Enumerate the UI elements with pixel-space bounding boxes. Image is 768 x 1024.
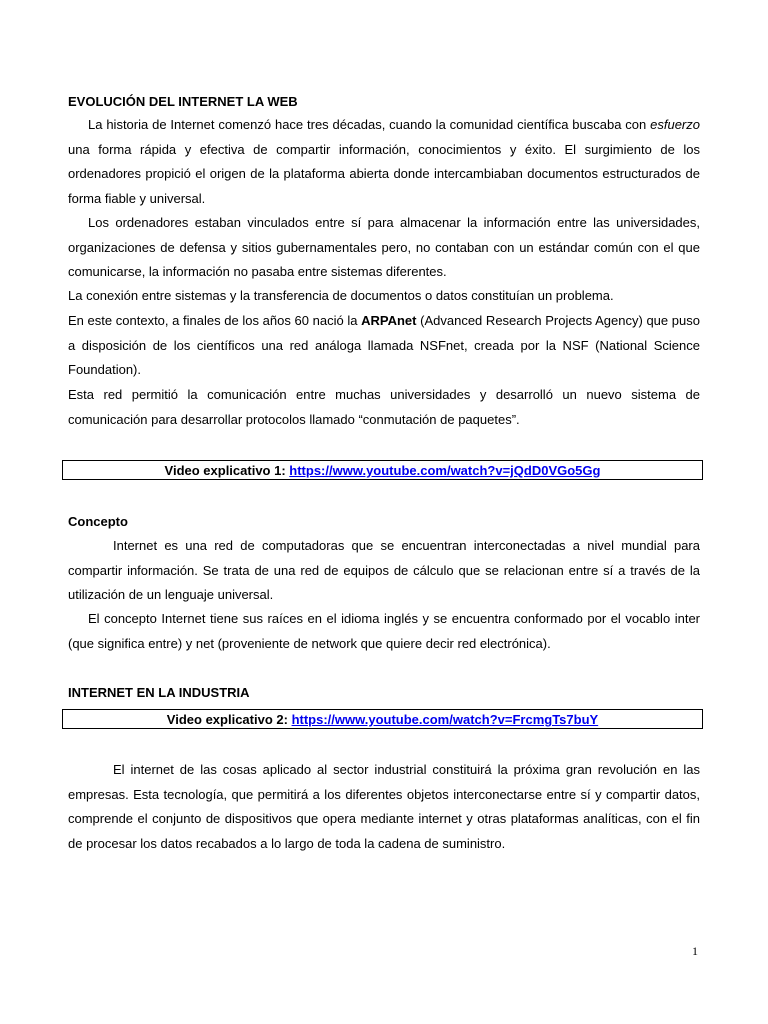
paragraph-conexion: La conexión entre sistemas y la transferencia de documentos o datos constituían un problema. [68, 288, 614, 303]
page-number: 1 [692, 944, 698, 958]
video-label: Video explicativo 2: [166, 712, 292, 727]
paragraph-concepto-raices: El concepto Internet tiene sus raíces en el idioma inglés y se encuentra conformado por el vocablo inter (que significa entre) y net (proveniente de network que quiere decir red electrónica). [68, 611, 700, 651]
paragraph-historia [68, 113, 700, 211]
video-label: Video explicativo 1: [164, 463, 290, 478]
bold-arpanet: ARPAnet [361, 313, 417, 328]
paragraph-internet-cosas: El internet de las cosas aplicado al sector industrial constituirá la próxima gran revolución en las empresas. Esta tecnología, que permitirá a los diferentes objetos interconectarse entre sí y compartir datos, comprende el conjunto de dispositivos que opera mediante internet y otras plataformas analíticas, con el fin de procesar los datos recabados a lo largo de toda la cadena de suministro. [68, 762, 700, 851]
video-link-2[interactable]: https://www.youtube.com/watch?v=FrcmgTs7buY [291, 712, 599, 727]
paragraph-text: La historia de Internet comenzó hace tres décadas, cuando la comunidad científica buscaba con [88, 117, 651, 132]
emphasis-esfuerzo: esfuerzo [650, 117, 700, 132]
section-title-industria: INTERNET EN LA INDUSTRIA [68, 685, 250, 700]
section-title-evolucion: EVOLUCIÓN DEL INTERNET LA WEB [68, 94, 298, 109]
paragraph-text: una forma rápida y efectiva de compartir información, conocimientos y éxito. El surgimiento de los ordenadores propició el origen de la plataforma abierta donde intercambiaban documentos estructurados de forma fiable y universal. [68, 141, 700, 206]
section-title-concepto: Concepto [68, 514, 128, 529]
paragraph-ordenadores: Los ordenadores estaban vinculados entre sí para almacenar la información entre las universidades, organizaciones de defensa y sitios gubernamentales pero, no contaban con un estándar común con el que comunicarse, la información no pasaba entre sistemas diferentes. [68, 215, 700, 279]
paragraph-text: En este contexto, a finales de los años 60 nació la [68, 313, 362, 328]
paragraph-text: (Advanced Research Projects Agency) que puso a disposición de los científicos una red análoga llamada NSFnet, creada por la NSF (National Science Foundation). [68, 313, 700, 377]
video-box-2 [62, 709, 703, 729]
paragraph-internet-red: Internet es una red de computadoras que se encuentran interconectadas a nivel mundial para compartir información. Se trata de una red de equipos de cálculo que se relacionan entre sí a través de la utilización de un lenguaje universal. [68, 538, 700, 602]
paragraph-red: Esta red permitió la comunicación entre muchas universidades y desarrolló un nuevo sistema de comunicación para desarrollar protocolos llamado “conmutación de paquetes”. [68, 387, 700, 427]
video-link-1[interactable]: https://www.youtube.com/watch?v=jQdD0VGo5Gg [289, 463, 601, 478]
video-box-1 [62, 460, 703, 480]
paragraph-arpanet [68, 309, 700, 383]
